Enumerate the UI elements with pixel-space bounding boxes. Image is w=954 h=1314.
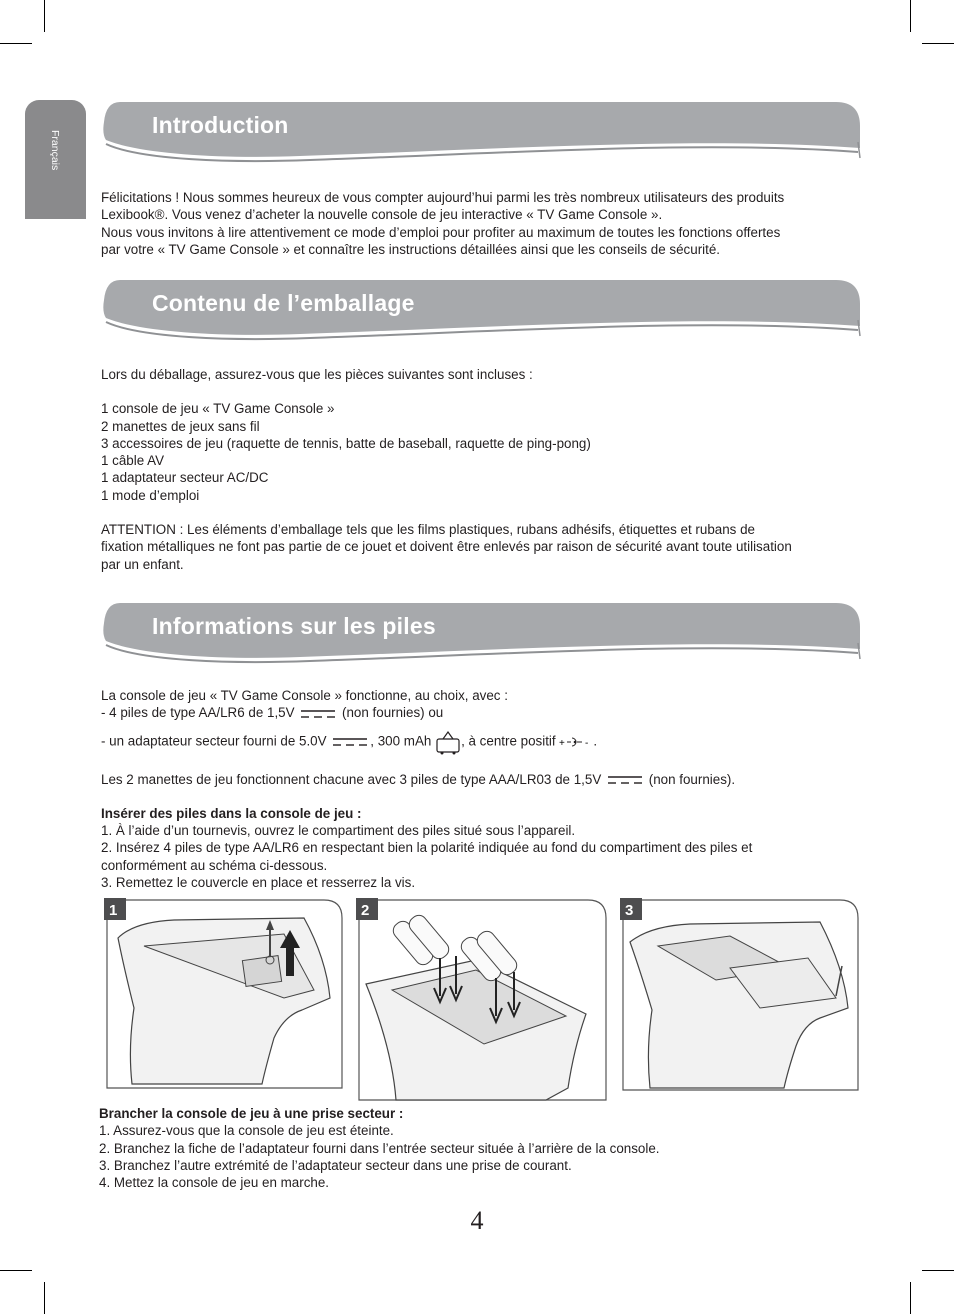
contents-item: 3 accessoires de jeu (raquette de tennis, batte de baseball, raquette de ping-pong) — [101, 435, 591, 451]
svg-text:+: + — [559, 737, 566, 748]
contents-item: 1 câble AV — [101, 453, 165, 469]
section-banner-contents — [100, 278, 862, 344]
intro-text — [101, 189, 861, 258]
crop-mark — [910, 1282, 911, 1314]
plug-step: 2. Branchez la fiche de l’adaptateur fourni dans l’entrée secteur située à l’arrière de la console. — [99, 1140, 660, 1156]
warning-line: fixation métalliques ne font pas partie de ce jouet et doivent être enlevés par raison de sécurité avant toute utilisation — [101, 539, 792, 555]
crop-mark — [910, 0, 911, 32]
crop-mark — [44, 1282, 45, 1314]
intro-line: Lexibook®. Vous venez d’acheter la nouvelle console de jeu interactive « TV Game Console ». — [101, 207, 663, 223]
plug-title: Brancher la console de jeu à une prise secteur : — [99, 1106, 404, 1121]
crop-mark — [922, 1270, 954, 1271]
section-banner-batteries — [100, 601, 862, 667]
contents-item: 1 console de jeu « TV Game Console » — [101, 401, 335, 417]
contents-text — [101, 366, 861, 573]
batteries-line: - un adaptateur secteur fourni de 5.0V , 300 mAh , à centre positif + - . — [101, 729, 861, 755]
svg-text:-: - — [585, 737, 589, 748]
dc-symbol-icon — [333, 737, 367, 747]
insert-step: conformément au schéma ci-dessous. — [101, 857, 328, 873]
dc-symbol-icon — [301, 709, 335, 719]
language-tab — [25, 100, 86, 219]
contents-item: 2 manettes de jeux sans fil — [101, 418, 260, 434]
page-number: 4 — [470, 1206, 484, 1235]
insert-title: Insérer des piles dans la console de jeu : — [101, 805, 362, 821]
plug-step: 4. Mettez la console de jeu en marche. — [99, 1175, 330, 1191]
warning-line: par un enfant. — [101, 556, 184, 572]
transformer-icon — [435, 729, 461, 755]
insert-step: 2. Insérez 4 piles de type AA/LR6 en respectant bien la polarité indiquée au fond du compartiment des piles et — [101, 840, 753, 856]
plug-step: 1. Assurez-vous que la console de jeu est éteinte. — [99, 1123, 394, 1139]
batteries-text — [101, 687, 861, 891]
intro-line: Nous vous invitons à lire attentivement ce mode d’emploi pour profiter au maximum de toutes les fonctions offertes — [101, 224, 781, 240]
section-title: Informations sur les piles — [152, 613, 436, 639]
crop-mark — [922, 43, 954, 44]
figure-number: 2 — [361, 902, 370, 919]
contents-item: 1 mode d’emploi — [101, 487, 200, 503]
batteries-line: Les 2 manettes de jeu fonctionnent chacune avec 3 piles de type AAA/LR03 de 1,5V (non fournies). — [101, 771, 736, 787]
crop-mark — [0, 1270, 32, 1271]
section-title: Introduction — [152, 112, 289, 138]
plug-step: 3. Branchez l’autre extrémité de l’adaptateur secteur dans une prise de courant. — [99, 1157, 572, 1173]
polarity-icon — [559, 736, 593, 748]
dc-symbol-icon — [608, 775, 642, 785]
contents-item: 1 adaptateur secteur AC/DC — [101, 470, 269, 486]
insert-step: 3. Remettez le couvercle en place et resserrez la vis. — [101, 875, 416, 891]
figure-step-1 — [104, 898, 344, 1098]
plug-text — [99, 1105, 859, 1191]
intro-line: par votre « TV Game Console » et connaître les instructions détaillées ainsi que les conseils de sécurité. — [101, 241, 721, 257]
section-title: Contenu de l’emballage — [152, 290, 415, 316]
figure-step-2 — [356, 898, 608, 1098]
intro-line: Félicitations ! Nous sommes heureux de vous compter aujourd’hui parmi les très nombreux utilisateurs des produits — [101, 190, 785, 205]
figure-step-3 — [620, 898, 860, 1098]
insert-step: 1. À l’aide d’un tournevis, ouvrez le compartiment des piles situé sous l’appareil. — [101, 823, 576, 839]
figure-number: 1 — [109, 902, 118, 919]
batteries-line: La console de jeu « TV Game Console » fonctionne, au choix, avec : — [101, 688, 508, 703]
crop-mark — [44, 0, 45, 32]
crop-mark — [0, 43, 32, 44]
figure-number: 3 — [625, 902, 634, 919]
section-banner-introduction — [100, 100, 862, 166]
language-tab-label: Français — [49, 130, 61, 171]
contents-intro: Lors du déballage, assurez-vous que les pièces suivantes sont incluses : — [101, 367, 533, 382]
batteries-line: - 4 piles de type AA/LR6 de 1,5V (non fournies) ou — [101, 705, 444, 721]
warning-line: ATTENTION : Les éléments d’emballage tels que les films plastiques, rubans adhésifs, étiquettes et rubans de — [101, 522, 755, 538]
